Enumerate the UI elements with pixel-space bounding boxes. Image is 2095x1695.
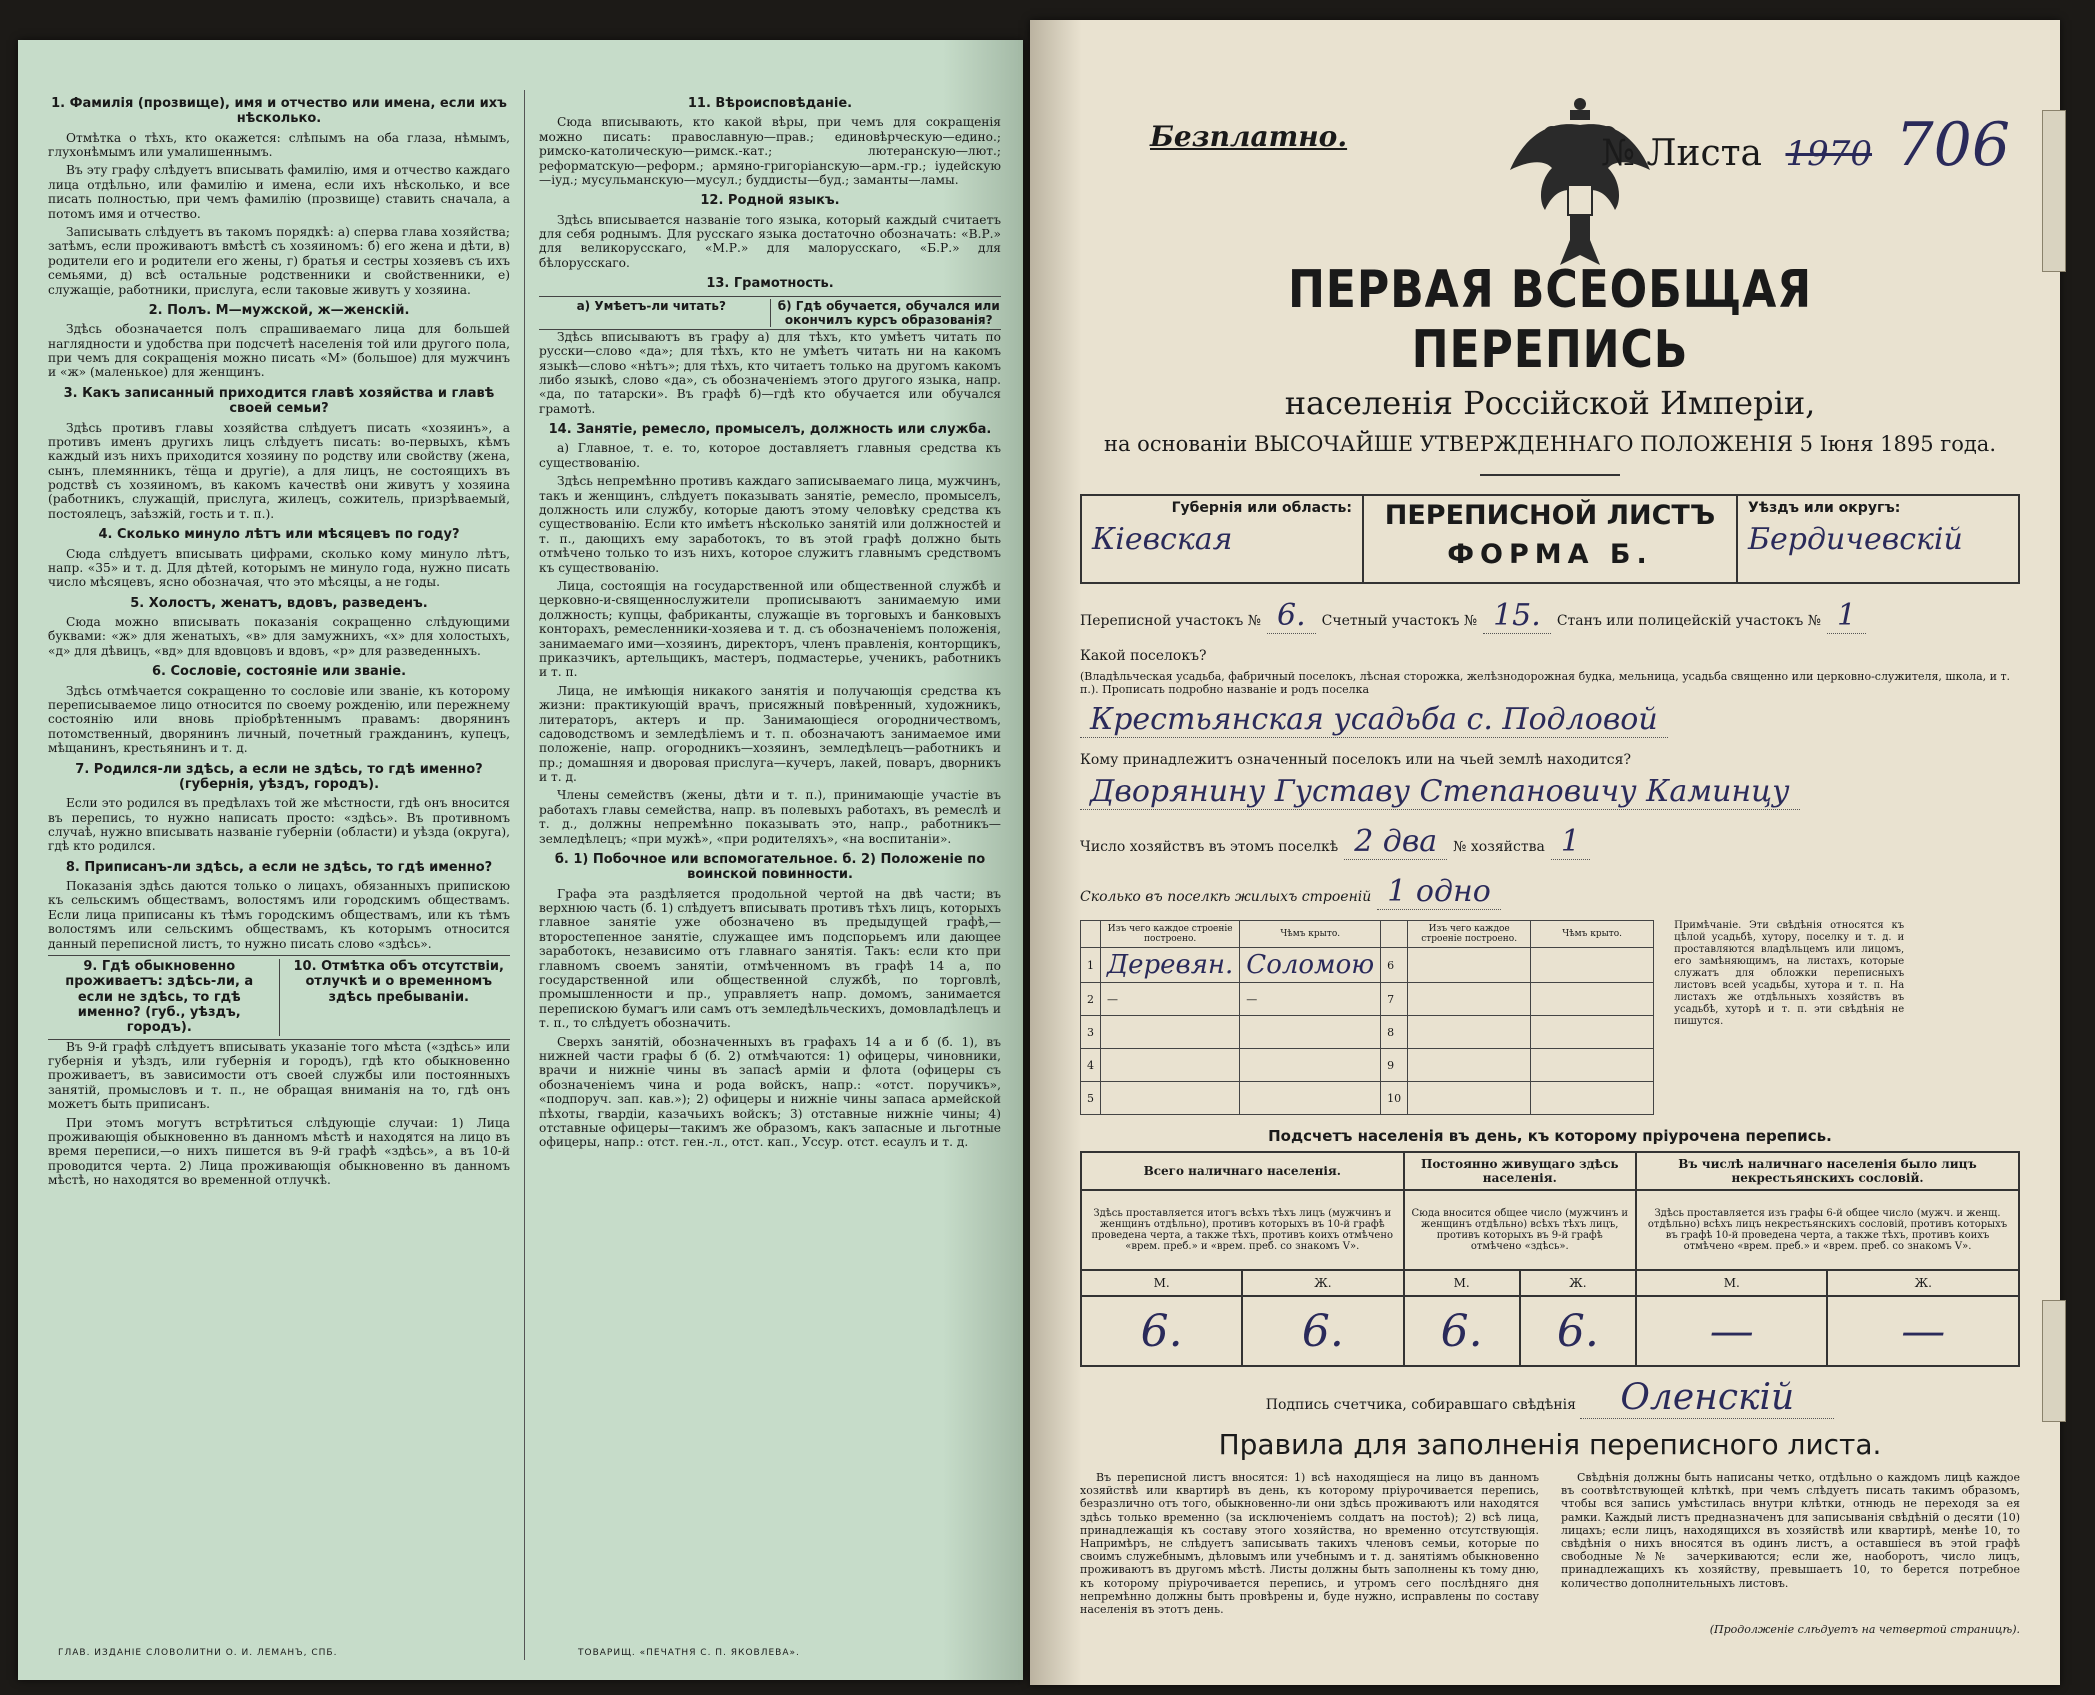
rules-text [1080, 1471, 2020, 1619]
section-heading: 11. Вѣроисповѣданіе. [687, 96, 853, 111]
settlement-value: Крестьянская усадьба с. Подловой [1080, 702, 1668, 738]
counting-precinct-label: Счетный участокъ № [1321, 613, 1478, 629]
settlement-label: Какой поселокъ? [1080, 648, 1207, 664]
table-header: Всего наличнаго населенія. [1081, 1152, 1404, 1190]
households-line [1080, 824, 2020, 860]
row-number: 5 [1081, 1082, 1101, 1115]
paragraph: Сюда слѣдуетъ вписывать цифрами, сколько кому минуло лѣтъ, напр. «35» и т. д. Для дѣтей, которымъ не минуло года, нужно писать число мѣсяцевъ, ясно обозначая, что это мѣсяцы, а не годы. [48, 546, 510, 590]
paragraph: Сюда можно вписывать показанія сокращенно слѣдующими буквами: «ж» для женатыхъ, «в» для замужнихъ, «х» для холостыхъ, «д» для дѣвицъ, «вд» для вдовцовъ и вдовъ, «р» для разведенныхъ. [48, 615, 510, 658]
printer-imprint-left: ГЛАВ. ИЗДАНІЕ СЛОВОЛИТНИ О. И. ЛЕМАНЪ, СПБ. [58, 1648, 338, 1658]
section-subheading: б) Гдѣ обучается, обучался или окончилъ курсъ образованія? [777, 298, 1000, 327]
precinct-line [1080, 598, 2020, 634]
owner-label: Кому принадлежитъ означенный поселокъ или на чьей землѣ находится? [1080, 752, 1631, 768]
paragraph: Здѣсь обозначается полъ спрашиваемаго лица для большей наглядности и удобства при подсчетѣ населенія той или другого пола, при чемъ для сокращенія можно писать «М» (большое) для мужчинъ и «ж» (маленькое) для женщинъ. [48, 322, 510, 380]
column-divider [524, 90, 525, 1660]
table-row [1081, 1049, 1654, 1082]
male-label: М. [1404, 1270, 1520, 1296]
households-count-value: 2 два [1344, 824, 1447, 860]
household-number-label: № хозяйства [1453, 839, 1545, 855]
paragraph: Отмѣтка о тѣхъ, кто окажется: слѣпымъ на оба глаза, нѣмымъ, глухонѣмымъ или умалишеннымъ. [48, 130, 510, 160]
sheet-number-label: № Листа [1600, 133, 1763, 174]
section-heading: 2. Полъ. М—мужской, ж—женскій. [148, 302, 410, 318]
left-page [18, 40, 1023, 1680]
sheet-number-value: 1970 [1785, 134, 1873, 174]
male-label: М. [1081, 1270, 1242, 1296]
row-number: 2 [1081, 983, 1101, 1016]
households-count-label: Число хозяйствъ въ этомъ поселкѣ [1080, 839, 1339, 855]
female-label: Ж. [1827, 1270, 2019, 1296]
signature-line [1080, 1377, 2020, 1418]
form-type: ФОРМА Б. [1447, 539, 1653, 570]
resident-male-value: 6. [1404, 1296, 1520, 1366]
paragraph: Показанія здѣсь даются только о лицахъ, обязанныхъ припискою къ сельскимъ обществамъ, волостямъ или городскимъ обществамъ. Если лица приписаны къ тѣмъ городскимъ обществамъ, или къ тѣмъ волостямъ или сельскимъ обществамъ, къ которымъ относится данный переписной листъ, то нужно писать слово «здѣсь». [48, 879, 510, 951]
buildings-count-label: Сколько въ поселкѣ жилыхъ строеній [1080, 889, 1372, 905]
paragraph: Сюда вписывають, кто какой вѣры, при чемъ для сокращенія можно писать: православную—прав.; единовѣрческую—едино.; римско-католическую—римск.-кат.; лютеранскую—лют.; реформатскую—реформ.; армяно-григоріанскую—арм.-гр.; іудейскую—іуд.; мусульманскую—мусул.; буддисты—буд.; заманты—ламы. [539, 115, 1001, 187]
buildings-count-value: 1 одно [1377, 874, 1501, 910]
row-number: 6 [1381, 948, 1408, 983]
settlement-line [1080, 648, 2020, 738]
section-heading: 5. Холостъ, женатъ, вдовъ, разведенъ. [130, 595, 428, 611]
female-label: Ж. [1242, 1270, 1403, 1296]
table-cell: Здѣсь проставляется изъ графы 6-й общее число (мужч. и женщ. отдѣльно) всѣхъ лицъ некрестьянскихъ сословій, противъ которыхъ въ графѣ 10-й проведена черта, а также тѣхъ, противъ коихъ отмѣчено «врем. преб.» и «врем. преб. со знакомъ V». [1636, 1190, 2019, 1270]
table-header: Чѣмъ крыто. [1531, 921, 1654, 948]
section-heading: 12. Родной языкъ. [700, 193, 840, 209]
paragraph: а) Главное, т. е. то, которое доставляетъ главныя средства къ существованію. [539, 441, 1001, 470]
table-row [1081, 983, 1654, 1016]
section-heading: 6. Сословіе, состояніе или званіе. [151, 664, 407, 680]
form-title-box [1364, 496, 1738, 582]
table-row [1081, 1082, 1654, 1115]
signature-label: Подпись счетчика, собиравшаго свѣдѣнія [1265, 1397, 1576, 1413]
left-column-1 [48, 90, 510, 1660]
paragraph: Записывать слѣдуетъ въ такомъ порядкѣ: а) сперва глава хозяйства; затѣмъ, если проживаютъ вмѣстѣ съ хозяиномъ: б) его жена и дѣти, в) родители его и родители его жены, г) братья и сестры хозяевъ съ ихъ семьями, д) всѣ остальные родственники и свойственники, е) служащіе, работники, прислуга, если таковые живутъ у хозяина. [48, 225, 510, 297]
signature-value: Оленскій [1580, 1377, 1834, 1419]
owner-line [1080, 752, 2020, 810]
table-header: Чѣмъ крыто. [1240, 921, 1381, 948]
buildings-line [1080, 874, 2020, 910]
nonpeasant-female-value: — [1827, 1296, 2019, 1366]
paragraph: Здѣсь противъ главы хозяйства слѣдуетъ писать «хозяинъ», а противъ именъ другихъ лицъ слѣдуетъ писать: во-первыхъ, кѣмъ каждый изъ нихъ приходится хозяину по родству или свойству (жена, сынъ, племянникъ, тёща и другіе), а для лицъ, не состоящихъ въ родствѣ съ хозяиномъ, въ какомъ качествѣ они живутъ у хозяина (работникъ, служащій, прислуга, жилецъ, сожитель, призрѣваемый, постоялецъ, заѣзжій, гость и т. п.). [48, 420, 510, 521]
paragraph: Графа эта раздѣляется продольной чертой на двѣ части; въ верхнюю часть (б. 1) слѣдуетъ вписывать противъ тѣхъ лицъ, которыхъ главное занятіе уже обозначено въ предыдущей графѣ,—второстепенное занятіе, служащее имъ подспорьемъ или дающее заработокъ, независимо отъ главнаго занятія. Такъ: если кто при главномъ своемъ занятіи, отмѣченномъ въ графѣ 14 а, по государственной или общественной службѣ, по торговлѣ, промышленности и пр., управляетъ напр. домомъ, занимается перепискою бумагъ или самъ отъ земледѣльческихъ, домовладѣлецъ и т. п., то слѣдуетъ обозначить. [539, 886, 1001, 1031]
census-precinct-value: 6. [1267, 598, 1316, 634]
buildings-note: Примѣчаніе. Эти свѣдѣнія относятся къ цѣлой усадьбѣ, хутору, поселку и т. д. и проставляются владѣльцемъ или лицомъ, его замѣняющимъ, на листахъ, которые служатъ для обложки переписныхъ листовъ всей усадьбы, хутора и т. п. На листахъ же отдѣльныхъ хозяйствъ въ усадьбѣ, хуторѣ и т. п. эти свѣдѣнія не пишутся. [1674, 920, 1905, 1027]
district-label: Уѣздъ или округъ: [1748, 500, 1901, 516]
right-page [1030, 20, 2060, 1685]
section-heading: 13. Грамотность. [706, 276, 834, 292]
rules-title: Правила для заполненія переписного листа. [1218, 1428, 1882, 1461]
paragraph: Въ эту графу слѣдуетъ вписывать фамилію, имя и отчество каждаго лица отдѣльно, или фамилію и имена, если ихъ нѣсколько, и все писать полностью, при чемъ фамилію (прозвище) ставить сначала, а потомъ имя и отчество. [48, 163, 510, 221]
section-heading: 9. Гдѣ обыкновенно проживаетъ: здѣсь-ли, а если не здѣсь, то гдѣ именно? (губ., уѣздъ, городъ). [65, 959, 254, 1036]
page-title: ПЕРВАЯ ВСЕОБЩАЯ ПЕРЕПИСЬ [1287, 260, 1813, 380]
district-field [1738, 496, 2018, 582]
dash: — [1240, 983, 1381, 1016]
table-header: Изъ чего каждое строеніе построено. [1101, 921, 1240, 948]
female-label: Ж. [1520, 1270, 1636, 1296]
building-material: Деревян. [1101, 948, 1240, 983]
paragraph: Здѣсь непремѣнно противъ каждаго записываемаго лица, мужчинъ, такъ и женщинъ, слѣдуетъ показывать занятіе, ремесло, промыселъ, должность или службу, которые даютъ этому человѣку средства къ существованію. Если кто имѣетъ нѣсколько занятій или должностей и т. п., дающихъ ему заработокъ, то въ этой графѣ должно быть отмѣчено только то изъ нихъ, которое служитъ главнымъ средствомъ къ существованію. [539, 474, 1001, 575]
section-subheading: а) Умѣетъ-ли читать? [576, 298, 726, 313]
paragraph: Въ 9-й графѣ слѣдуетъ вписывать указаніе того мѣста («здѣсь» или губернія и уѣздъ, или губернія и городъ), гдѣ кто обыкновенно проживаетъ, въ зависимости отъ своей службы или постоянныхъ занятій, промысловъ и т. п., не обращая вниманія на то, гдѣ онъ можетъ быть приписанъ. [48, 1039, 510, 1112]
buildings-table [1080, 920, 1654, 1115]
male-label: М. [1636, 1270, 1827, 1296]
section-heading: 3. Какъ записанный приходится главѣ хозяйства и главѣ своей семьи? [63, 385, 495, 417]
census-precinct-label: Переписной участокъ № [1080, 613, 1261, 629]
police-precinct-value: 1 [1827, 598, 1866, 634]
paragraph: При этомъ могутъ встрѣтиться слѣдующіе случаи: 1) Лица проживающія обыкновенно въ данномъ мѣстѣ и находятся на лицо въ время переписи,—о нихъ пишется въ 9-й графѣ «здѣсь», а въ 10-й проводится черта. 2) Лица проживающія обыкновенно въ данномъ мѣстѣ, но находятся во временной отлучкѣ. [48, 1115, 510, 1188]
population-count-heading: Подсчетъ населенія въ день, къ которому пріурочена перепись. [1268, 1127, 1832, 1145]
row-number: 1 [1081, 948, 1101, 983]
section-heading: 10. Отмѣтка объ отсутствіи, отлучкѣ и о временномъ здѣсь пребываніи. [293, 959, 504, 1005]
paragraph: Если это родился въ предѣлахъ той же мѣстности, гдѣ онъ вносится въ перепись, то нужно написать просто: «здѣсь». Въ противномъ случаѣ, нужно вписывать названіе губерніи (области) и уѣзда (округа), гдѣ кто родился. [48, 796, 510, 854]
row-number: 10 [1381, 1082, 1408, 1115]
building-roof: Соломою [1240, 948, 1381, 983]
section-heading: 7. Родился-ли здѣсь, а если не здѣсь, то гдѣ именно? (губернія, уѣздъ, городъ). [75, 761, 483, 792]
paragraph: Члены семействъ (жены, дѣти и т. п.), принимающіе участіе въ работахъ главы семейства, напр. въ полевыхъ работахъ, въ ремеслѣ и т. д., должны непремѣнно показывать это, напр., работникъ—земледѣлецъ; «при мужѣ», «при родителяхъ», «на воспитаніи». [539, 788, 1001, 846]
free-label: Безплатно. [1150, 120, 1348, 153]
province-label: Губернія или область: [1171, 500, 1352, 516]
sheet-number [1601, 110, 2010, 180]
table-row [1081, 948, 1654, 983]
row-number: 7 [1381, 983, 1408, 1016]
paragraph: Въ переписной листъ вносятся: 1) всѣ находящіеся на лицо въ данномъ хозяйствѣ или квартирѣ въ день, къ которому пріурочивается перепись, безразлично отъ того, обыкновенно-ли они здѣсь проживаютъ или находятся здѣсь только временно (за исключеніемъ солдатъ на постоѣ); 2) всѣ лица, принадлежащія къ составу этого хозяйства, но временно отсутствующія. Напримѣръ, не слѣдуетъ записывать такихъ членовъ семьи, которые по своимъ служебнымъ, дѣловымъ или учебнымъ и т. д. занятіямъ обыкновенно проживаютъ въ другомъ мѣстѣ. Листы должны быть заполнены къ тому дню, къ которому пріурочивается перепись, и утромъ сего послѣдняго дня непремѣнно должны быть провѣрены и, буде нужно, исправлены по составу населенія въ этотъ день. [1080, 1471, 1539, 1616]
nonpeasant-male-value: — [1636, 1296, 1827, 1366]
row-number: 9 [1381, 1049, 1408, 1082]
resident-female-value: 6. [1520, 1296, 1636, 1366]
row-number: 8 [1381, 1016, 1408, 1049]
settlement-hint: (Владѣльческая усадьба, фабричный поселокъ, лѣсная сторожка, желѣзнодорожная будка, мельница, усадьба священно или церковно-служителя, школа, и т. п.). Прописать подробно названіе и родъ поселка [1080, 670, 2011, 696]
buildings-section [1080, 920, 2020, 1115]
section-heading: 4. Сколько минуло лѣтъ или мѣсяцевъ по году? [98, 527, 460, 543]
section-heading: б. 1) Побочное или вспомогательное. б. 2) Положеніе по воинской повинности. [554, 852, 986, 883]
paragraph: Здѣсь отмѣчается сокращенно то сословіе или званіе, къ которому переписываемое лицо относится по своему рожденію, или пережнему состоянію или вновь пріобрѣтеннымъ правамъ: дворянинъ потомственный, дворянинъ личный, почетный гражданинъ, купецъ, мѣщанинъ, крестьянинъ и т. д. [48, 683, 510, 756]
paragraph: Здѣсь вписывается названіе того языка, который каждый считаетъ для себя роднымъ. Для русскаго языка достаточно обозначать: «В.Р.» для великорусскаго, «М.Р.» для малорусскаго, «Б.Р.» для бѣлорусскаго. [539, 212, 1001, 270]
paragraph: Сверхъ занятій, обозначенныхъ въ графахъ 14 а и б (б. 1), въ нижней части графы б (б. 2) отмѣчаются: 1) офицеры, чиновники, врачи и нижніе чины въ запасѣ арміи и флота (офицеры съ обозначеніемъ чина и рода войскъ, напр.: «отст. поручикъ», «подпоруч. зап. кав.»); 2) офицеры и нижніе чины запаса армейской пѣхоты, гвардіи, казачьихъ войскъ; 3) отставные нижніе чины; 4) отставные офицеры—такимъ же образомъ, какъ запасные и льготные офицеры, напр.: отст. ген.-л., отст. кап., Уссур. отст. есаулъ и т. д. [539, 1034, 1001, 1150]
left-column-2 [539, 90, 1001, 1660]
table-cell: Здѣсь проставляется итогъ всѣхъ тѣхъ лицъ (мужчинъ и женщинъ отдѣльно), противъ которыхъ въ 10-й графѣ проведена черта, а также тѣхъ, противъ коихъ отмѣчено «врем. преб.» и «врем. преб. со знакомъ V». [1081, 1190, 1404, 1270]
total-female-value: 6. [1242, 1296, 1403, 1366]
table-header: Постоянно живущаго здѣсь населенія. [1404, 1152, 1636, 1190]
printer-imprint-right: ТОВАРИЩ. «ПЕЧАТНЯ С. П. ЯКОВЛЕВА». [578, 1648, 800, 1658]
owner-value: Дворянину Густаву Степановичу Каминцу [1080, 774, 1800, 810]
paragraph: Здѣсь вписываютъ въ графу а) для тѣхъ, кто умѣетъ читать по русски—слово «да»; для тѣхъ, кто не умѣетъ читать ни на какомъ языкѣ—слово «нѣтъ»; для тѣхъ, кто читаетъ только на другомъ какомъ либо языкѣ, слово «да», съ обозначеніемъ этого другого языка, напр. «да, по татарски». Въ графѣ б)—гдѣ кто обучается или обучался грамотѣ. [539, 329, 1001, 416]
district-value: Бердичевскій [1748, 522, 1963, 557]
paragraph: Свѣдѣнія должны быть написаны четко, отдѣльно о каждомъ лицѣ каждое въ соотвѣтствующей клѣткѣ, при чемъ слѣдуетъ писать такимъ образомъ, чтобы вся запись умѣстилась внутри клѣтки, отнюдь не переходя за ея рамки. Каждый листъ предназначенъ для записыванія свѣдѣній о десяти (10) лицахъ; если лицъ, находящихся въ хозяйствѣ или квартирѣ, менѣе 10, то свѣдѣнія о нихъ вносятся въ одинъ листъ, а оставшіеся въ этой графѣ свободные №№ зачеркиваются; если же, наоборотъ, число лицъ, принадлежащихъ къ хозяйству, превышаетъ 10, то берется потребное количество дополнительныхъ листовъ. [1561, 1471, 2020, 1590]
table-header: Въ числѣ наличнаго населенія было лицъ некрестьянскихъ сословій. [1636, 1152, 2019, 1190]
form-title: ПЕРЕПИСНОЙ ЛИСТЪ [1384, 500, 1716, 531]
header-row [1080, 110, 2020, 220]
row-number: 3 [1081, 1016, 1101, 1049]
province-field [1082, 496, 1364, 582]
page-edge-tab [2042, 110, 2066, 272]
police-precinct-label: Станъ или полицейскій участокъ № [1556, 613, 1821, 629]
page-edge-tab [2042, 1300, 2066, 1422]
continued-note: (Продолженіе слѣдуетъ на четвертой страницѣ). [1709, 1623, 2020, 1637]
legal-basis: на основаніи ВЫСОЧАЙШЕ УТВЕРЖДЕННАГО ПОЛОЖЕНІЯ 5 Іюня 1895 года. [1103, 432, 1997, 456]
population-count-table [1080, 1151, 2020, 1367]
paragraph: Лица, состоящія на государственной или общественной службѣ и церковно-и-священнослужители прописываютъ занимаемую ими должность; купцы, фабриканты, служащіе въ торговыхъ и банковыхъ конторахъ, ремесленники-хозяева и т. д. съ обозначеніемъ положенія, занимаемаго ими—хозяинъ, директоръ, членъ правленія, конторщикъ, приказчикъ, артельщикъ, мастеръ, подмастерье, ученикъ, работникъ и т. п. [539, 579, 1001, 680]
row-number: 4 [1081, 1049, 1101, 1082]
counting-precinct-value: 15. [1483, 598, 1551, 634]
page-subtitle: населенія Россійской Имперіи, [1284, 384, 1816, 422]
form-header [1080, 494, 2020, 584]
table-cell: Сюда вносится общее число (мужчинъ и женщинъ отдѣльно) всѣхъ тѣхъ лицъ, противъ которыхъ въ 9-й графѣ отмѣчено «здѣсь». [1404, 1190, 1636, 1270]
table-row [1081, 1016, 1654, 1049]
dash: — [1101, 983, 1240, 1016]
household-number-value: 1 [1551, 824, 1590, 860]
province-value: Кіевская [1092, 522, 1233, 557]
section-heading: 14. Занятіе, ремесло, промыселъ, должность или служба. [548, 422, 992, 438]
table-header: Изъ чего каждое строеніе построено. [1408, 921, 1531, 948]
paragraph: Лица, не имѣющія никакого занятія и получающія средства къ жизни: практикующій врачъ, присяжный повѣренный, художникъ, литераторъ, актеръ и пр. Занимающіеся огородничествомъ, садоводствомъ и земледѣліемъ и т. п. обозначаютъ занимаемое ими положеніе, напр. огородникъ—хозяинъ, земледѣлецъ—работникъ и пр.; домашняя и дворовая прислуга—кучеръ, лакей, поваръ, дворникъ и т. д. [539, 683, 1001, 785]
sheet-number-value-2: 706 [1895, 110, 2010, 180]
section-heading: 1. Фамилія (прозвище), имя и отчество или имена, если ихъ нѣсколько. [51, 96, 507, 127]
divider [1480, 474, 1620, 476]
section-heading: 8. Приписанъ-ли здѣсь, а если не здѣсь, то гдѣ именно? [65, 859, 493, 875]
total-male-value: 6. [1081, 1296, 1242, 1366]
